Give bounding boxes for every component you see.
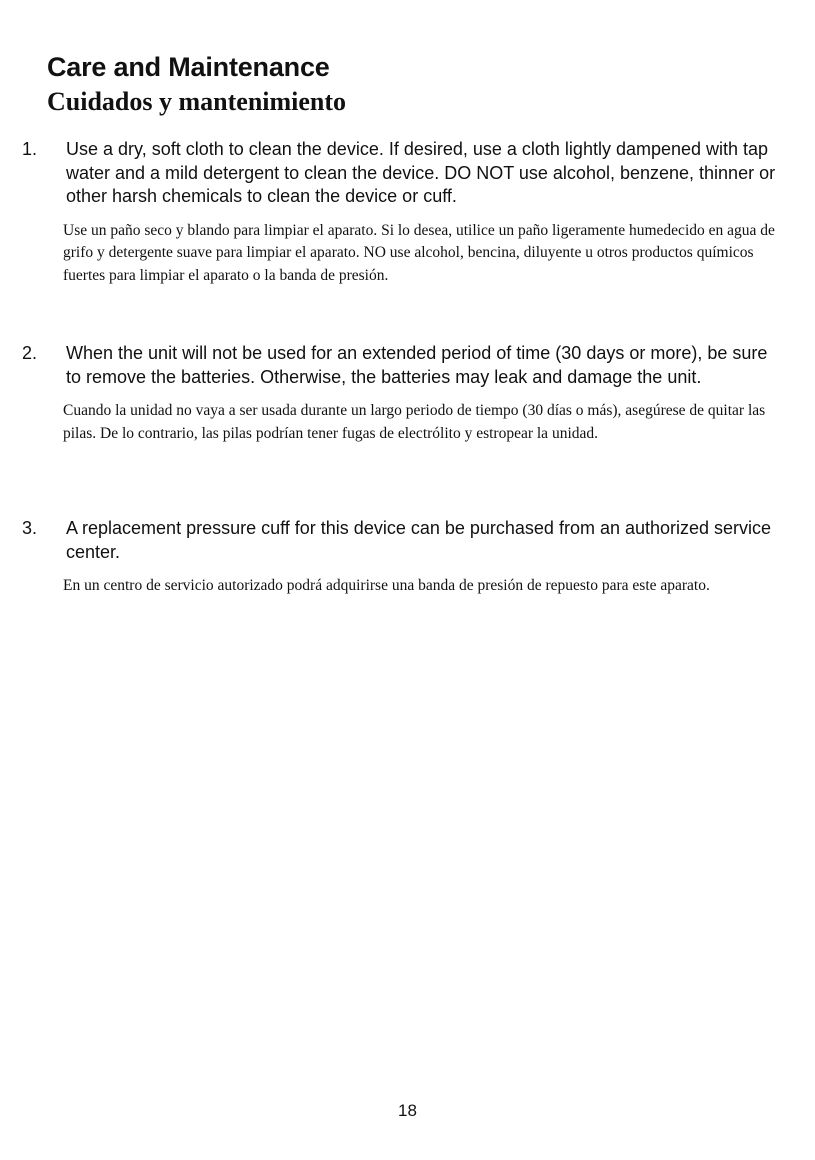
page-title-english: Care and Maintenance (47, 52, 330, 82)
instruction-item-1 (22, 138, 782, 287)
item-number: 2. (22, 343, 38, 363)
page-title-spanish: Cuidados y mantenimiento (47, 87, 347, 116)
instruction-item-3 (22, 517, 782, 598)
item-number: 3. (22, 518, 38, 538)
instruction-item-2 (22, 342, 782, 445)
instruction-english: Use a dry, soft cloth to clean the device. If desired, use a cloth lightly dampened with tap water and a mild detergent to clean the device. DO NOT use alcohol, benzene, thinner or other harsh chemicals to clean the device or cuff. (66, 139, 776, 206)
instruction-spanish: En un centro de servicio autorizado podrá adquirirse una banda de presión de repuesto para este aparato. (63, 577, 710, 594)
instruction-spanish: Use un paño seco y blando para limpiar el aparato. Si lo desea, utilice un paño ligeramente humedecido en agua de grifo y detergente suave para limpiar el aparato. NO use alcohol, bencina, diluyente u otros productos químicos fuertes para limpiar el aparato o la banda de presión. (63, 221, 775, 284)
page-number: 18 (398, 1101, 417, 1120)
instruction-english: When the unit will not be used for an extended period of time (30 days or more), be sure to remove the batteries. Otherwise, the batteries may leak and damage the unit. (66, 343, 768, 387)
instruction-english: A replacement pressure cuff for this device can be purchased from an authorized service center. (66, 518, 772, 562)
item-number: 1. (22, 139, 38, 159)
instruction-spanish: Cuando la unidad no vaya a ser usada durante un largo periodo de tiempo (30 días o más), asegúrese de quitar las pilas. De lo contrario, las pilas podrían tener fugas de electrólito y estropear la unidad. (63, 402, 766, 442)
